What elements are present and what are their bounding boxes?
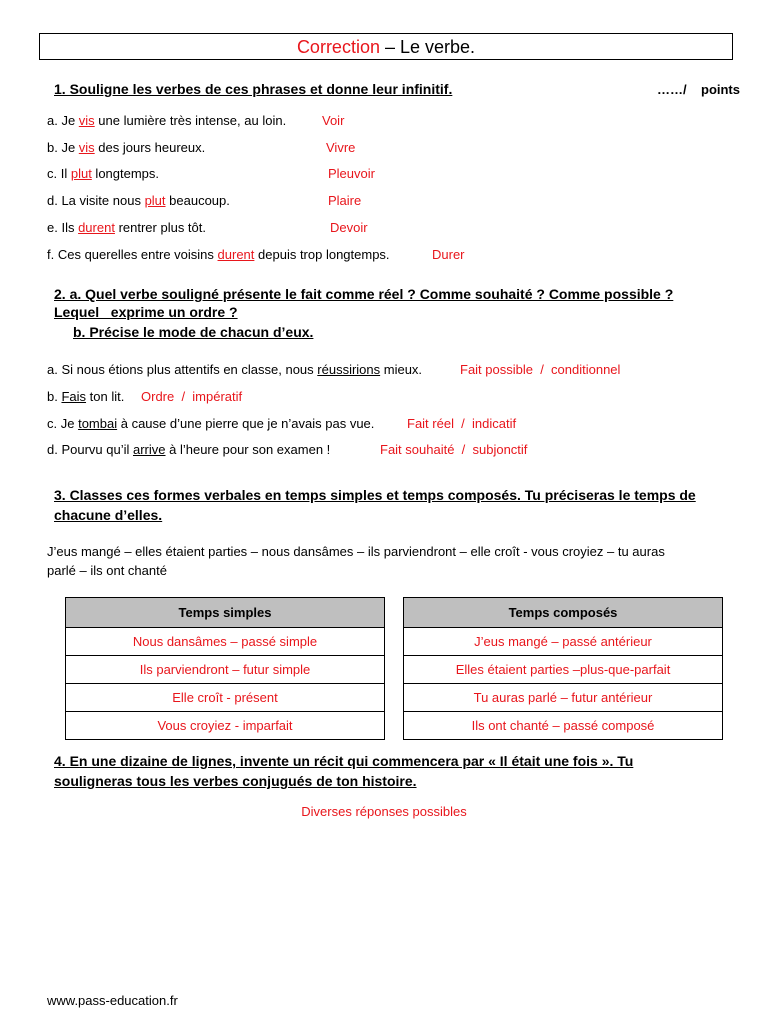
underlined-verb: plut [144,193,166,208]
q2-answer-c: Fait réel / indicatif [407,416,517,431]
page-title: Le verbe. [399,37,476,57]
table-row: Ils ont chanté – passé composé [404,712,723,740]
q3-forms-line1: J’eus mangé – elles étaient parties – nous dansâmes – ils parviendront – elle croît - vous croyiez – tu auras [47,544,665,559]
q3-forms-line2: parlé – ils ont chanté [47,563,167,578]
q2-heading-line2: Lequel exprime un ordre ? [54,304,238,320]
underlined-verb: vis [78,140,95,155]
q1-item-b: b. Je vis des jours heureux. [47,140,206,155]
q3-heading-line2: chacune d’elles. [54,507,163,523]
underlined-verb: vis [78,113,95,128]
q1-item-e: e. Ils durent rentrer plus tôt. [47,220,206,235]
correction-label: Correction [296,37,380,57]
underlined-verb: arrive [133,442,166,457]
q1-item-a: a. Je vis une lumière très intense, au loin. [47,113,287,128]
q1-answer-c: Pleuvoir [328,166,375,181]
q1-item-d: d. La visite nous plut beaucoup. [47,193,230,208]
q2-item-a: a. Si nous étions plus attentifs en classe, nous réussirions mieux. [47,362,423,377]
underlined-verb: plut [70,166,92,181]
underlined-verb: durent [78,220,115,235]
compound-tenses-table [403,597,723,740]
q1-answer-e: Devoir [330,220,368,235]
table-row: Nous dansâmes – passé simple [66,628,385,656]
q3-heading-line1: 3. Classes ces formes verbales en temps simples et temps composés. Tu préciseras le temps de [54,487,696,503]
q2-answer-d: Fait souhaité / subjonctif [380,442,528,457]
q2-item-b: b. Fais ton lit. [47,389,125,404]
q2-item-c: c. Je tombai à cause d’une pierre que je n’avais pas vue. [47,416,375,431]
table-row: J’eus mangé – passé antérieur [404,628,723,656]
simple-tenses-header: Temps simples [66,598,385,628]
q2-answer-a: Fait possible / conditionnel [460,362,621,377]
table-row: Ils parviendront – futur simple [66,656,385,684]
table-row: Vous croyiez - imparfait [66,712,385,740]
title-box [39,33,733,60]
table-row: Tu auras parlé – futur antérieur [404,684,723,712]
q4-answer: Diverses réponses possibles [301,804,467,819]
underlined-verb: Fais [61,389,87,404]
table-row: Elle croît - présent [66,684,385,712]
q1-answer-b: Vivre [326,140,356,155]
score-blank: ……/ [657,82,687,97]
q1-answer-a: Voir [322,113,345,128]
title-dash: – [379,37,400,57]
score-points-label: points [701,82,740,97]
q2-heading-line1: 2. a. Quel verbe souligné présente le fait comme réel ? Comme souhaité ? Comme possible ? [54,286,674,302]
underlined-verb: tombai [78,416,118,431]
q1-heading: 1. Souligne les verbes de ces phrases et donne leur infinitif. [54,81,453,97]
q1-answer-d: Plaire [328,193,362,208]
footer-url[interactable]: www.pass-education.fr [47,993,178,1008]
underlined-verb: réussirions [317,362,381,377]
q4-heading-line2: souligneras tous les verbes conjugués de ton histoire. [54,773,417,789]
q4-heading-line1: 4. En une dizaine de lignes, invente un récit qui commencera par « Il était une fois ». Tu [54,753,634,769]
simple-tenses-table [65,597,385,740]
q1-item-c: c. Il plut longtemps. [47,166,160,181]
compound-tenses-header: Temps composés [404,598,723,628]
q2-item-d: d. Pourvu qu’il arrive à l’heure pour son examen ! [47,442,331,457]
table-row: Elles étaient parties –plus-que-parfait [404,656,723,684]
underlined-verb: durent [217,247,255,262]
q1-item-f: f. Ces querelles entre voisins durent depuis trop longtemps. [47,247,390,262]
q2-heading-line3: b. Précise le mode de chacun d’eux. [73,324,314,340]
q2-answer-b: Ordre / impératif [141,389,243,404]
q1-answer-f: Durer [432,247,465,262]
